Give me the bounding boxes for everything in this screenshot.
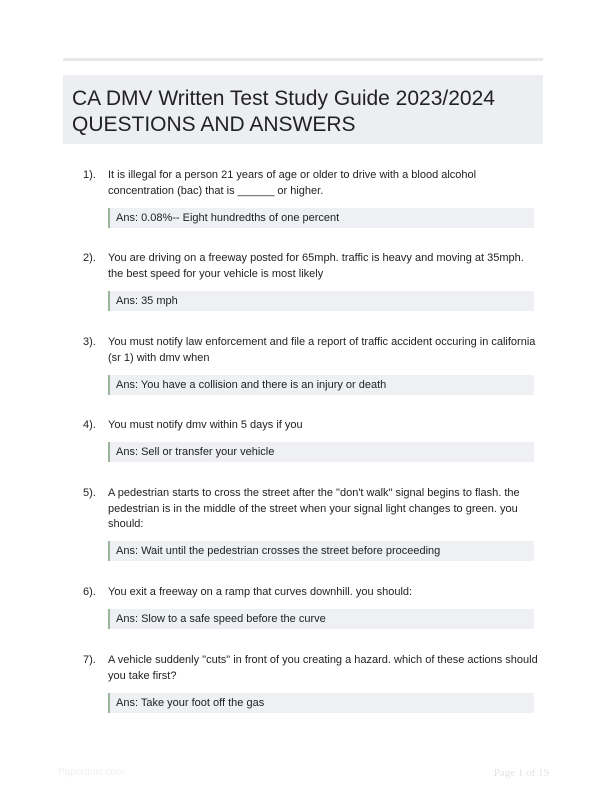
question-text: A vehicle suddenly "cuts" in front of you creating a hazard. which of these actions should you take first? — [108, 654, 538, 682]
answer-box: Ans: 0.08%-- Eight hundredths of one percent — [108, 208, 534, 228]
question-text: You are driving on a freeway posted for 65mph. traffic is heavy and moving at 35mph. the best speed for your vehicle is most likely — [108, 252, 524, 280]
question-number: 4). — [83, 419, 96, 431]
question-text: It is illegal for a person 21 years of age or older to drive with a blood alcohol concentration (bac) that is ______ or higher. — [108, 169, 477, 197]
answer-box: Ans: Take your foot off the gas — [108, 693, 534, 713]
page-number: Page 1 of 19 — [493, 767, 549, 779]
question-number: 6). — [83, 586, 96, 598]
question-number: 2). — [83, 252, 96, 264]
title-line-2: QUESTIONS AND ANSWERS — [72, 113, 356, 136]
answer-box: Ans: Slow to a safe speed before the curve — [108, 609, 534, 629]
answer-box: Ans: You have a collision and there is an injury or death — [108, 375, 534, 395]
question-number: 7). — [83, 654, 96, 666]
question-text: You exit a freeway on a ramp that curves downhill. you should: — [108, 586, 413, 598]
title-line-1: CA DMV Written Test Study Guide 2023/2024 — [72, 87, 495, 110]
question-number: 3). — [83, 336, 96, 348]
question-number: 5). — [83, 487, 96, 499]
question-text: A pedestrian starts to cross the street after the "don't walk" signal begins to flash. the pedestrian is in the middle of the street when your signal light changes to green. you should: — [108, 487, 520, 530]
answer-box: Ans: 35 mph — [108, 291, 534, 311]
watermark-text: Papertlnic.com — [58, 767, 125, 778]
question-number: 1). — [83, 169, 96, 181]
question-text: You must notify law enforcement and file a report of traffic accident occuring in california (sr 1) with dmv when — [108, 336, 536, 364]
answer-box: Ans: Wait until the pedestrian crosses the street before proceeding — [108, 541, 534, 561]
answer-box: Ans: Sell or transfer your vehicle — [108, 442, 534, 462]
question-text: You must notify dmv within 5 days if you — [108, 419, 303, 431]
